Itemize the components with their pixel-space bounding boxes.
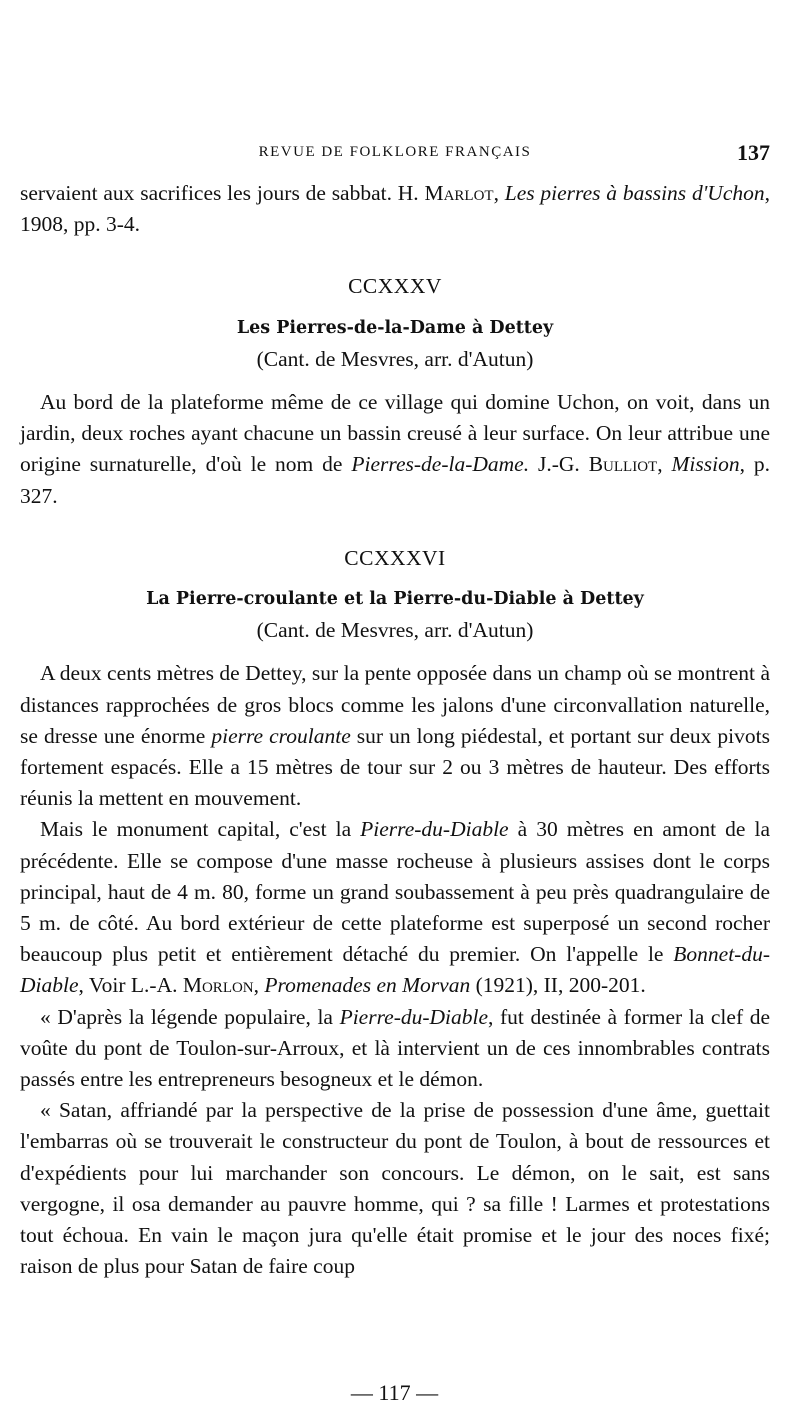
text: Mais le monument capital, c'est la (40, 817, 361, 842)
paragraph (20, 814, 770, 1001)
text: , Voir L.-A. (78, 973, 183, 998)
text: à 30 mètres en amont de la précédente. Elle se compose d'une masse rocheuse à plusieurs assises dont le corps principal, haut de 4 m. 80, forme un grand soubassement à peu près quadrangulaire de 5 m. de côté. Au bord extérieur de cette plateforme est superposé un second rocher beaucoup plus petit et entièrement détaché du premier. On l'appelle le (20, 817, 770, 967)
text: , (493, 181, 505, 205)
text: , p. 327. (20, 452, 771, 508)
running-title: REVUE DE FOLKLORE FRANÇAIS (258, 144, 532, 160)
text: (1921), II, 200-201. (470, 973, 646, 998)
section-title: Les Pierres-de-la-Dame à Dettey (236, 317, 554, 338)
emphasis: Pierre-du-Diable (360, 817, 509, 842)
section-title: La Pierre-croulante et la Pierre-du-Diable à Dettey (146, 589, 644, 610)
text: « D'après la légende populaire, la (40, 1004, 340, 1029)
emphasis: pierre croulante (211, 723, 351, 748)
work-title: Mission (671, 452, 740, 477)
paragraph (20, 1002, 770, 1096)
paragraph (20, 387, 770, 512)
work-title: Les pierres à bassins d'Uchon (504, 181, 765, 205)
text: Au bord de la plateforme même de ce village qui domine Uchon, on voit, dans un jardin, deux roches ayant chacune un bassin creusé à leur surface. On leur attribue une origine surnaturelle, d'où le nom de (20, 390, 770, 477)
text: J.-G. (529, 452, 589, 477)
emphasis: Pierres-de-la-Dame. (351, 452, 530, 477)
text: , (253, 973, 265, 998)
emphasis: Pierre-du-Diable (339, 1004, 489, 1029)
author-name: Morlon (182, 973, 254, 998)
section-subtitle: (Cant. de Mesvres, arr. d'Autun) (256, 618, 534, 643)
folio-number: 137 (737, 140, 770, 165)
text: A deux cents mètres de Dettey, sur la pente opposée dans un champ où se montrent à distances rapprochées de gros blocs comme les jalons d'une circonvallation naturelle, se dresse une énorme (20, 661, 770, 748)
work-title: Promenades en Morvan (264, 973, 471, 998)
text: servaient aux sacrifices les jours de sabbat. H. (20, 181, 425, 205)
text: , (657, 452, 672, 477)
continuation-paragraph (20, 178, 770, 240)
emphasis: Bonnet-du-Diable (20, 942, 770, 998)
page-number: — 117 — (350, 1380, 439, 1405)
section-numeral: CCXXXVI (344, 545, 446, 570)
text: « Satan, affriandé par la perspective de la prise de possession d'une âme, guettait l'embarras où se trouverait le constructeur du pont de Toulon, à bout de ressources et d'expédients pour lui marchander son concours. Le démon, on le sait, est sans vergogne, il osa demander au pauvre homme, qui ? sa fille ! Larmes et protestations tout échoua. En vain le maçon jura qu'elle était promise et le jour des noces fixé; raison de plus pour Satan de faire coup (20, 1098, 770, 1279)
author-name: Marlot (424, 181, 494, 205)
running-header (20, 140, 770, 168)
section-subtitle: (Cant. de Mesvres, arr. d'Autun) (256, 346, 534, 371)
text: sur un long piédestal, et portant sur deux pivots fortement espacés. Elle a 15 mètres de tour sur 2 ou 3 mètres de hauteur. Des efforts réunis la mettent en mouvement. (20, 723, 771, 811)
author-name: Bulliot (588, 452, 658, 477)
text: , fut destinée à former la clef de voûte du pont de Toulon-sur-Arroux, et là intervient un de ces innombrables contrats passés entre les entrepreneurs besogneux et le démon. (20, 1004, 770, 1092)
paragraph (20, 658, 770, 814)
text: , 1908, pp. 3-4. (20, 181, 770, 237)
paragraph (20, 1095, 770, 1282)
section-numeral: CCXXXV (348, 274, 442, 299)
page-body (20, 178, 770, 1283)
